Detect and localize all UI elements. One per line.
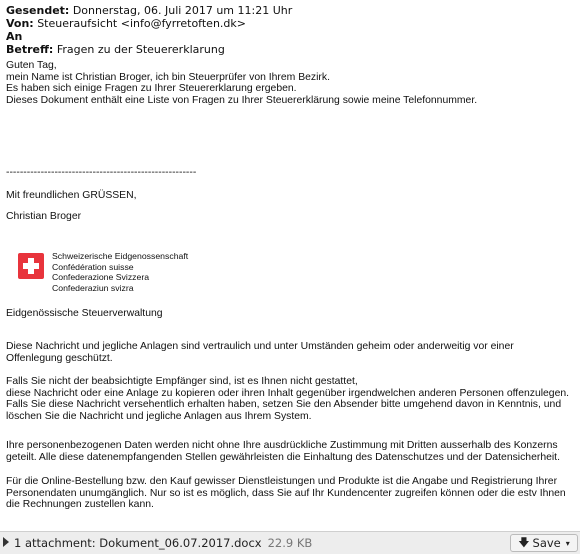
intro-line-2: Es haben sich einige Fragen zu Ihrer Steuererklarung ergeben.	[6, 83, 297, 95]
attachment-size: 22.9 KB	[267, 536, 313, 550]
save-label: Save	[532, 536, 561, 550]
disclaimer-paragraph-1: Diese Nachricht und jegliche Anlagen sind vertraulich und unter Umständen geheim oder anderweitig vor einer Offenlegung geschützt.	[6, 341, 514, 364]
sent-label: Gesendet:	[6, 4, 70, 17]
to-label: An	[6, 30, 23, 43]
disclaimer-paragraph-3: Ihre personenbezogenen Daten werden nicht ohne Ihre ausdrückliche Zustimmung mit Dritten ausserhalb des Konzerns geteilt. Alle diese datenempfangenden Stellen gewährleisten die Einhaltung des Datenschutzes und der Datensicherheit.	[6, 440, 560, 463]
logo-line-1: Schweizerische Eidgenossenschaft	[52, 251, 189, 261]
save-button[interactable]	[510, 534, 578, 552]
intro-line-3: Dieses Dokument enthält eine Liste von Fragen zu Ihrer Steuererklärung sowie meine Telefonnummer.	[6, 94, 478, 106]
sent-row	[6, 4, 292, 17]
to-row	[6, 30, 292, 43]
closing-line: Mit freundlichen GRÜSSEN,	[6, 190, 137, 201]
disclaimer-paragraph-4: Für die Online-Bestellung bzw. den Kauf gewisser Dienstleistungen und Produkte ist die Angabe und Registrierung Ihrer Personendaten unumgänglich. Nur so ist es möglich, dass Sie auf Ihr Kundencenter zugreifen können oder die estv Ihnen die Rechnungen zustellen kann.	[6, 476, 566, 511]
subject-value: Fragen zu der Steuererklarung	[56, 43, 225, 56]
attachment-summary[interactable]	[14, 536, 312, 550]
expand-twisty-icon[interactable]	[3, 537, 9, 547]
logo-line-4: Confederaziun svizra	[52, 283, 134, 294]
sent-value: Donnerstag, 06. Juli 2017 um 11:21 Uhr	[72, 4, 293, 17]
download-icon: 🡇	[518, 535, 530, 549]
attachment-name[interactable]: 1 attachment: Dokument_06.07.2017.docx	[14, 536, 262, 550]
email-header	[6, 4, 292, 56]
from-value[interactable]: Steueraufsicht <info@fyrretoften.dk>	[37, 17, 246, 30]
from-row	[6, 17, 292, 30]
disclaimer-p2-line-a: Falls Sie nicht der beabsichtigte Empfänger sind, ist es Ihnen nicht gestattet,	[6, 376, 358, 387]
intro-line-1: mein Name ist Christian Broger, ich bin Steuerprüfer von Ihrem Bezirk.	[6, 71, 330, 83]
disclaimer-p2-line-b: diese Nachricht oder eine Anlage zu kopieren oder ihren Inhalt gegenüber irgendwelchen anderen Personen offenzulegen.	[6, 387, 570, 399]
disclaimer-p2-line-c: Falls Sie diese Nachricht versehentlich erhalten haben, setzen Sie den Absender bitte umgehend davon in Kenntnis, und löschen Sie die Nachricht und jegliche Anlagen aus Ihrem System.	[6, 399, 562, 422]
logo-line-2: Confédération suisse	[52, 261, 134, 272]
greeting: Guten Tag,	[6, 60, 57, 71]
chevron-down-icon[interactable]: ▾	[565, 538, 570, 548]
confederation-logo-text	[52, 251, 188, 294]
from-label: Von:	[6, 17, 34, 30]
agency-name: Eidgenössische Steuerverwaltung	[6, 308, 163, 319]
attachment-bar	[0, 531, 580, 554]
disclaimer-paragraph-2	[6, 376, 570, 422]
message-intro	[6, 60, 574, 106]
subject-row	[6, 43, 292, 56]
separator-line: -------------------------------------------------------	[6, 167, 197, 178]
swiss-cross-logo-icon	[18, 253, 44, 279]
logo-line-3: Confederazione Svizzera	[52, 272, 150, 283]
signature-name: Christian Broger	[6, 211, 82, 222]
subject-label: Betreff:	[6, 43, 54, 56]
